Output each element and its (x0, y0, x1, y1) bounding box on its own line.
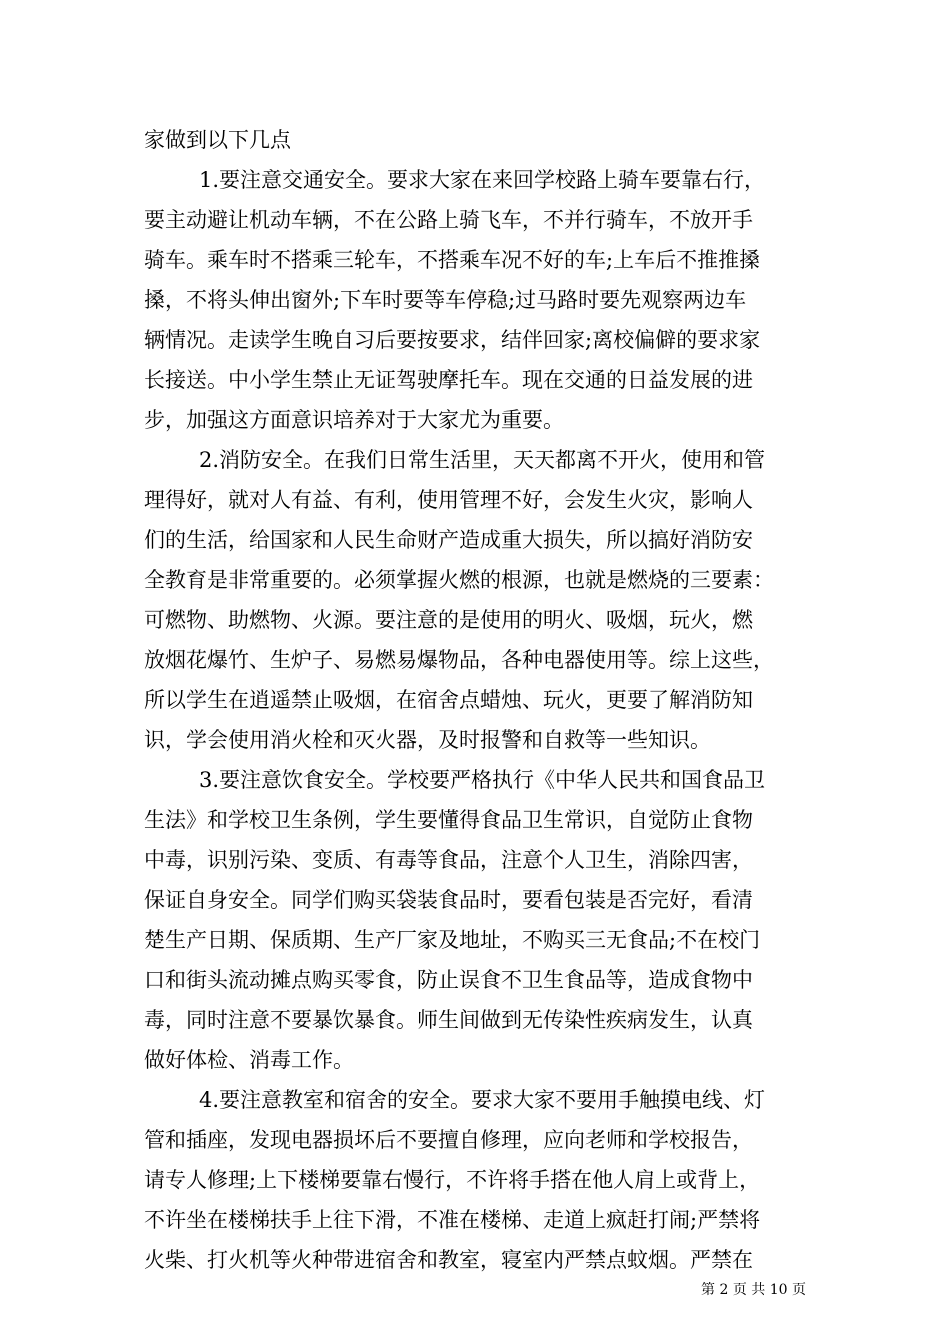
text-line: 口和街头流动摊点购买零食，防止误食不卫生食品等，造成食物中 (144, 968, 753, 992)
text-line: 中毒，识别污染、变质、有毒等食品，注意个人卫生，消除四害， (144, 848, 753, 872)
text-line: 要主动避让机动车辆，不在公路上骑飞车，不并行骑车，不放开手 (144, 208, 753, 232)
text-line: 骑车。乘车时不搭乘三轮车，不搭乘车况不好的车;上车后不推推搡 (144, 248, 761, 272)
document-body (144, 120, 806, 1280)
paragraph-3-start: 3.要注意饮食安全。学校要严格执行《中华人民共和国食品卫 (199, 768, 766, 792)
text-line: 全教育是非常重要的。必须掌握火燃的根源，也就是燃烧的三要素： (144, 568, 774, 592)
paragraph-2-start: 2.消防安全。在我们日常生活里，天天都离不开火，使用和管 (199, 448, 766, 472)
text-line: 所以学生在逍遥禁止吸烟，在宿舍点蜡烛、玩火，更要了解消防知 (144, 688, 753, 712)
text-line: 家做到以下几点 (144, 128, 291, 152)
text-line: 步，加强这方面意识培养对于大家尤为重要。 (144, 408, 564, 432)
text-line: 可燃物、助燃物、火源。要注意的是使用的明火、吸烟，玩火，燃 (144, 608, 753, 632)
text-line: 管和插座，发现电器损坏后不要擅自修理，应向老师和学校报告， (144, 1128, 753, 1152)
text-line: 长接送。中小学生禁止无证驾驶摩托车。现在交通的日益发展的进 (144, 368, 753, 392)
text-line: 请专人修理;上下楼梯要靠右慢行，不许将手搭在他人肩上或背上， (144, 1168, 761, 1192)
paragraph-4-start: 4.要注意教室和宿舍的安全。要求大家不要用手触摸电线、灯 (199, 1088, 766, 1112)
text-line: 保证自身安全。同学们购买袋装食品时，要看包装是否完好，看清 (144, 888, 753, 912)
text-line: 做好体检、消毒工作。 (144, 1048, 354, 1072)
paragraph-1-start: 1.要注意交通安全。要求大家在来回学校路上骑车要靠右行， (199, 168, 766, 192)
text-line: 楚生产日期、保质期、生产厂家及地址，不购买三无食品;不在校门 (144, 928, 761, 952)
text-line: 搡，不将头伸出窗外;下车时要等车停稳;过马路时要先观察两边车 (144, 288, 747, 312)
text-line: 火柴、打火机等火种带进宿舍和教室，寝室内严禁点蚊烟。严禁在 (144, 1248, 753, 1272)
text-line: 放烟花爆竹、生炉子、易燃易爆物品，各种电器使用等。综上这些， (144, 648, 774, 672)
text-line: 理得好，就对人有益、有利，使用管理不好，会发生火灾，影响人 (144, 488, 753, 512)
text-line: 识，学会使用消火栓和灭火器，及时报警和自救等一些知识。 (144, 728, 711, 752)
text-line: 毒，同时注意不要暴饮暴食。师生间做到无传染性疾病发生，认真 (144, 1008, 753, 1032)
text-line: 辆情况。走读学生晚自习后要按要求，结伴回家;离校偏僻的要求家 (144, 328, 761, 352)
text-line: 生法》和学校卫生条例，学生要懂得食品卫生常识，自觉防止食物 (144, 808, 753, 832)
text-line: 们的生活，给国家和人民生命财产造成重大损失，所以搞好消防安 (144, 528, 753, 552)
page-number-footer: 第 2 页 共 10 页 (701, 1282, 806, 1298)
text-line: 不许坐在楼梯扶手上往下滑，不准在楼梯、走道上疯赶打闹;严禁将 (144, 1208, 761, 1232)
